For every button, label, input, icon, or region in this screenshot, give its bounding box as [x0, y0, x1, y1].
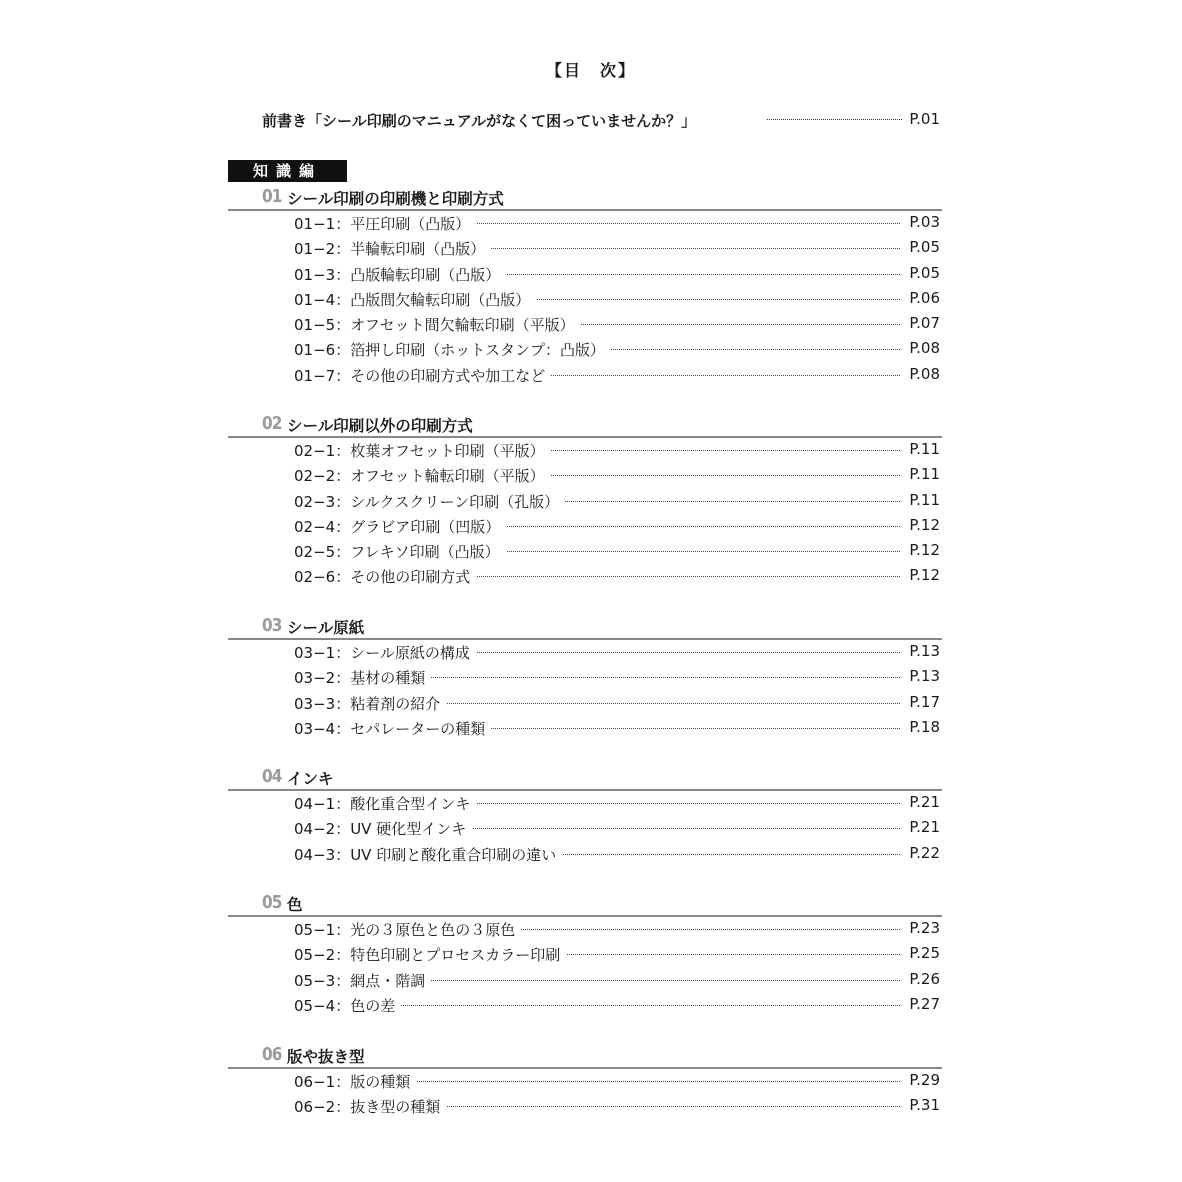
toc-entry-preface[interactable]: [262, 110, 940, 132]
entry-page: P.12: [909, 566, 940, 585]
toc-entry[interactable]: [228, 514, 942, 539]
entry-label: 03−3：粘着剤の紹介: [294, 693, 446, 714]
toc-title: 【目 次】: [545, 61, 636, 80]
entry-label: 01−2：半輪転印刷（凸版）: [294, 238, 491, 259]
toc-entry[interactable]: [228, 917, 942, 942]
entry-page: P.13: [909, 667, 940, 686]
entry-label: 03−4：セパレーターの種類: [294, 718, 491, 739]
section-title: 色: [287, 896, 303, 914]
toc-entry[interactable]: [228, 438, 942, 463]
entry-label: 01−6：箔押し印刷（ホットスタンプ：凸版）: [294, 339, 611, 360]
toc-entry[interactable]: [228, 564, 942, 589]
toc-entry[interactable]: [228, 816, 942, 841]
entry-page: P.26: [909, 969, 940, 988]
toc-section: [228, 185, 942, 388]
entry-label: 05−2：特色印刷とプロセスカラー印刷: [294, 944, 566, 965]
toc-entry[interactable]: [228, 363, 942, 388]
toc-entry[interactable]: [228, 337, 942, 362]
entry-label: 03−2：基材の種類: [294, 667, 431, 688]
entry-page: P.18: [909, 717, 940, 736]
entry-page: P.08: [909, 364, 940, 383]
toc-section: [228, 765, 942, 867]
entry-page: P.22: [909, 843, 940, 862]
entry-label: 01−7：その他の印刷方式や加工など: [294, 365, 551, 386]
toc-section: [228, 891, 942, 1018]
entry-page: P.21: [909, 793, 940, 811]
section-heading[interactable]: [228, 185, 942, 211]
toc-entry[interactable]: [228, 968, 942, 993]
entry-page: P.29: [909, 1071, 940, 1089]
toc-entry[interactable]: [228, 640, 942, 665]
entry-page: P.31: [909, 1096, 940, 1115]
entry-label: 06−2：抜き型の種類: [294, 1096, 446, 1117]
toc-entry[interactable]: [228, 1069, 942, 1094]
leader-dots: [767, 119, 902, 120]
entry-label: 01−3：凸版輪転印刷（凸版）: [294, 264, 506, 285]
entry-page: P.21: [909, 818, 940, 837]
section-heading[interactable]: [228, 614, 942, 640]
entry-page: P.11: [909, 440, 940, 458]
toc-entry[interactable]: [228, 211, 942, 236]
entry-page: P.06: [909, 288, 940, 307]
entry-label: 04−2：UV 硬化型インキ: [294, 818, 472, 839]
entry-page: P.23: [909, 919, 940, 937]
entry-page: P.08: [909, 339, 940, 358]
entry-label: 02−6：その他の印刷方式: [294, 566, 476, 587]
entry-label: 01−1：平圧印刷（凸版）: [294, 213, 476, 234]
entry-page: P.12: [909, 541, 940, 560]
section-number: 02: [262, 413, 282, 434]
entry-page: P.05: [909, 263, 940, 282]
entry-label: 05−1：光の３原色と色の３原色: [294, 919, 521, 940]
toc-section: [228, 614, 942, 741]
entry-label: 04−3：UV 印刷と酸化重合印刷の違い: [294, 844, 562, 865]
section-title: インキ: [287, 770, 334, 788]
entry-label: 06−1：版の種類: [294, 1071, 416, 1092]
toc-entry[interactable]: [228, 993, 942, 1018]
toc-entry[interactable]: [228, 312, 942, 337]
toc-section: [228, 1043, 942, 1120]
entry-page: P.13: [909, 642, 940, 660]
entry-label: 01−5：オフセット間欠輪転印刷（平版）: [294, 314, 581, 335]
entry-page: P.03: [909, 213, 940, 231]
toc-entry[interactable]: [228, 236, 942, 261]
entry-page: P.25: [909, 944, 940, 963]
toc-entry[interactable]: [228, 665, 942, 690]
entry-page: P.11: [909, 465, 940, 484]
entry-label: 01−4：凸版間欠輪転印刷（凸版）: [294, 289, 536, 310]
section-number: 06: [262, 1044, 282, 1065]
section-heading[interactable]: [228, 765, 942, 791]
toc-entry[interactable]: [228, 1094, 942, 1119]
toc-entry[interactable]: [228, 463, 942, 488]
section-title: シール印刷の印刷機と印刷方式: [287, 190, 504, 208]
section-number: 05: [262, 892, 282, 913]
entry-page: P.11: [909, 490, 940, 509]
section-number: 01: [262, 186, 282, 207]
entry-label: 05−4：色の差: [294, 995, 401, 1016]
section-heading[interactable]: [228, 1043, 942, 1069]
section-title: シール印刷以外の印刷方式: [287, 417, 473, 435]
entry-page: P.12: [909, 515, 940, 534]
entry-label: 04−1：酸化重合型インキ: [294, 793, 476, 814]
toc-entry[interactable]: [228, 262, 942, 287]
entry-label: 02−3：シルクスクリーン印刷（孔版）: [294, 491, 565, 512]
toc-entry[interactable]: [228, 942, 942, 967]
toc-entry[interactable]: [228, 842, 942, 867]
entry-label: 02−4：グラビア印刷（凹版）: [294, 516, 506, 537]
entry-label: 05−3：網点・階調: [294, 970, 431, 991]
toc-entry[interactable]: [228, 287, 942, 312]
entry-page: P.01: [909, 110, 940, 128]
entry-label: 02−2：オフセット輪転印刷（平版）: [294, 465, 551, 486]
section-title: 版や抜き型: [287, 1048, 365, 1066]
leader-dots: [328, 1005, 900, 1006]
section-title: シール原紙: [287, 619, 365, 637]
toc-entry[interactable]: [228, 489, 942, 514]
entry-page: P.27: [909, 994, 940, 1013]
entry-label: 前書き「シール印刷のマニュアルがなくて困っていませんか？」: [262, 112, 697, 130]
toc-entry[interactable]: [228, 691, 942, 716]
section-number: 03: [262, 615, 282, 636]
section-heading[interactable]: [228, 412, 942, 438]
entry-page: P.05: [909, 238, 940, 257]
toc-entry[interactable]: [228, 791, 942, 816]
toc-entry[interactable]: [228, 716, 942, 741]
toc-entry[interactable]: [228, 539, 942, 564]
entry-label: 02−5：フレキソ印刷（凸版）: [294, 541, 506, 562]
toc-section: [228, 412, 942, 590]
entry-label: 03−1：シール原紙の構成: [294, 642, 476, 663]
entry-page: P.17: [909, 692, 940, 711]
entry-page: P.07: [909, 314, 940, 333]
section-number: 04: [262, 766, 282, 787]
entry-label: 02−1：枚葉オフセット印刷（平版）: [294, 440, 551, 461]
section-heading[interactable]: [228, 891, 942, 917]
category-label: 知識編: [228, 160, 347, 182]
